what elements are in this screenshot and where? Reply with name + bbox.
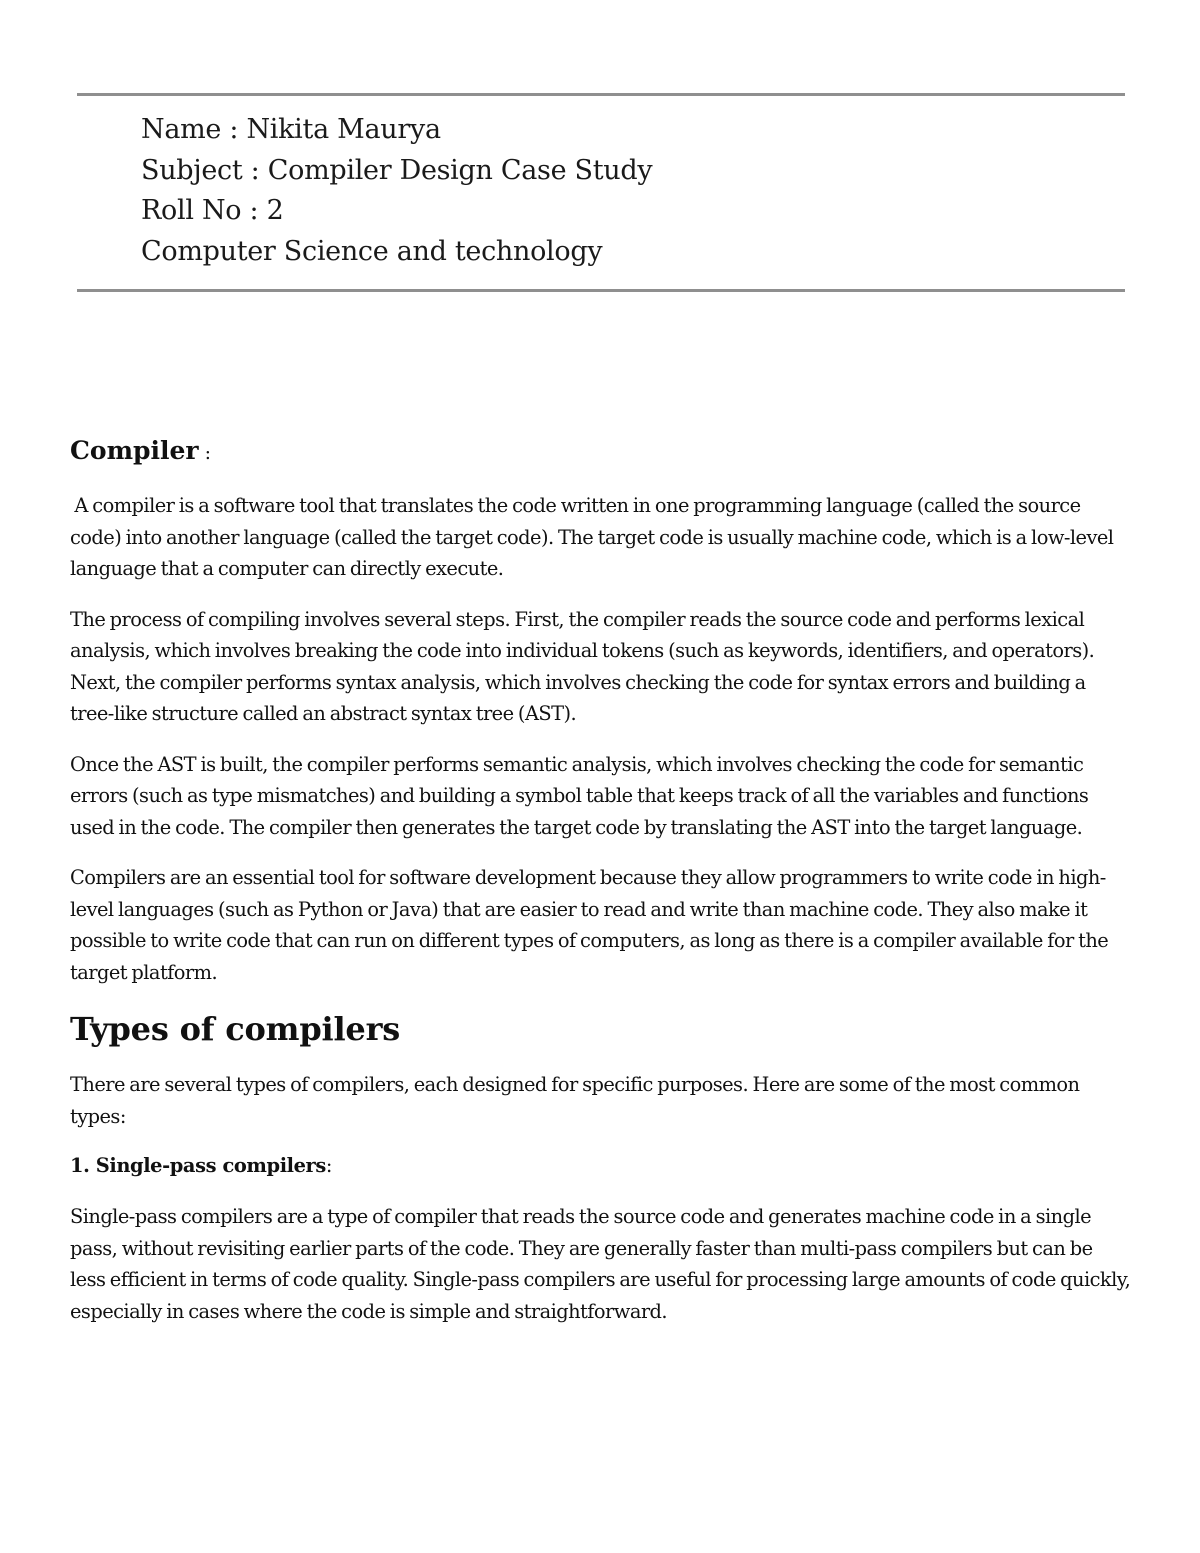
- roll-number: Roll No : 2: [141, 195, 284, 226]
- department-line: Computer Science and technology: [141, 235, 603, 267]
- header-bottom-rule: [77, 289, 1125, 292]
- types-heading: Types of compilers: [70, 1010, 401, 1048]
- compiler-paragraph-3: Once the AST is built, the compiler performs semantic analysis, which involves checking the code for semantic errors (such as type mismatches) and building a symbol table that keeps track of all the variables and functions used in the code. The compiler then generates the target code by translating the AST into the target language.: [70, 752, 1089, 839]
- types-intro: There are several types of compilers, each designed for specific purposes. Here are some of the most common types:: [70, 1073, 1080, 1128]
- compiler-heading: [70, 433, 1132, 471]
- single-pass-heading: [70, 1151, 1132, 1181]
- single-pass-heading-text: 1. Single-pass compilers: [70, 1154, 326, 1177]
- compiler-paragraph-2: The process of compiling involves several steps. First, the compiler reads the source code and performs lexical analysis, which involves breaking the code into individual tokens (such as keywords, identifiers, and operators). Next, the compiler performs syntax analysis, which involves checking the code for syntax errors and building a tree-like structure called an abstract syntax tree (AST).: [70, 607, 1095, 725]
- document-body: [70, 433, 1132, 1346]
- single-pass-heading-colon: :: [325, 1154, 333, 1177]
- single-pass-paragraph: Single-pass compilers are a type of compiler that reads the source code and generates machine code in a single pass, without revisiting earlier parts of the code. They are generally faster than multi-pass compilers but can be less efficient in terms of code quality. Single-pass compilers are useful for processing large amounts of code quickly, especially in cases where the code is simple and straightforward.: [70, 1205, 1131, 1323]
- compiler-paragraph-4: Compilers are an essential tool for software development because they allow programmers to write code in high-level languages (such as Python or Java) that are easier to read and write than machine code. They also make it possible to write code that can run on different types of computers, as long as there is a compiler available for the target platform.: [70, 866, 1109, 984]
- compiler-heading-colon: :: [198, 442, 212, 464]
- subject-line: Subject : Compiler Design Case Study: [141, 154, 653, 186]
- author-name: Name : Nikita Maurya: [141, 114, 441, 145]
- header-top-rule: [77, 93, 1125, 96]
- compiler-paragraph-1: A compiler is a software tool that translates the code written in one programming language (called the source code) into another language (called the target code). The target code is usually machine code, which is a low-level language that a computer can directly execute.: [70, 494, 1118, 580]
- header-info: [141, 110, 1041, 272]
- compiler-heading-text: Compiler: [70, 436, 199, 465]
